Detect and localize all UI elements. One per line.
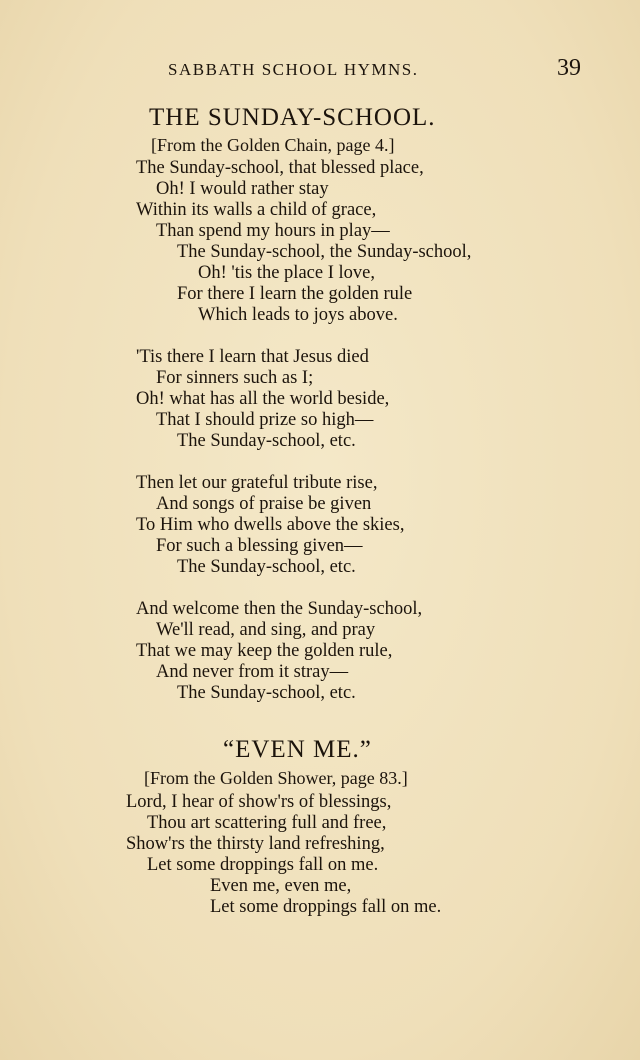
- verse-line: And never from it stray—: [156, 662, 349, 682]
- chorus-line: Oh! 'tis the place I love,: [198, 263, 375, 283]
- verse-line: Lord, I hear of show'rs of blessings,: [126, 792, 392, 812]
- verse-line: Than spend my hours in play—: [156, 221, 390, 241]
- running-header: SABBATH SCHOOL HYMNS.: [168, 60, 419, 79]
- verse-line: That we may keep the golden rule,: [136, 641, 393, 661]
- chorus-line: The Sunday-school, the Sunday-school,: [177, 242, 472, 262]
- verse-line: Show'rs the thirsty land refreshing,: [126, 834, 385, 854]
- verse-line: 'Tis there I learn that Jesus died: [136, 347, 369, 367]
- verse-line: We'll read, and sing, and pray: [156, 620, 376, 640]
- verse-line: That I should prize so high—: [156, 410, 374, 430]
- hymn-source: [From the Golden Chain, page 4.]: [151, 135, 395, 155]
- verse-line: Oh! I would rather stay: [156, 179, 329, 199]
- verse-line: Oh! what has all the world beside,: [136, 389, 390, 409]
- verse-line: Let some droppings fall on me.: [147, 855, 379, 875]
- hymn-source: [From the Golden Shower, page 83.]: [144, 768, 408, 788]
- verse-line: Thou art scattering full and free,: [147, 813, 387, 833]
- verse-line: For such a blessing given—: [156, 536, 363, 556]
- chorus-line: Which leads to joys above.: [198, 305, 398, 325]
- chorus-line: For there I learn the golden rule: [177, 284, 413, 304]
- chorus-line: The Sunday-school, etc.: [177, 431, 356, 451]
- hymn-title-even-me: “EVEN ME.”: [223, 736, 372, 763]
- verse-line: The Sunday-school, that blessed place,: [136, 158, 424, 178]
- verse-line: And welcome then the Sunday-school,: [136, 599, 423, 619]
- hymn-title-sunday-school: THE SUNDAY-SCHOOL.: [149, 104, 436, 131]
- verse-line: Then let our grateful tribute rise,: [136, 473, 378, 493]
- page-number: 39: [557, 55, 581, 81]
- verse-line: And songs of praise be given: [156, 494, 372, 514]
- verse-line: Within its walls a child of grace,: [136, 200, 377, 220]
- chorus-line: Even me, even me,: [210, 876, 352, 896]
- chorus-line: The Sunday-school, etc.: [177, 683, 356, 703]
- verse-line: For sinners such as I;: [156, 368, 314, 388]
- chorus-line: Let some droppings fall on me.: [210, 897, 442, 917]
- chorus-line: The Sunday-school, etc.: [177, 557, 356, 577]
- verse-line: To Him who dwells above the skies,: [136, 515, 405, 535]
